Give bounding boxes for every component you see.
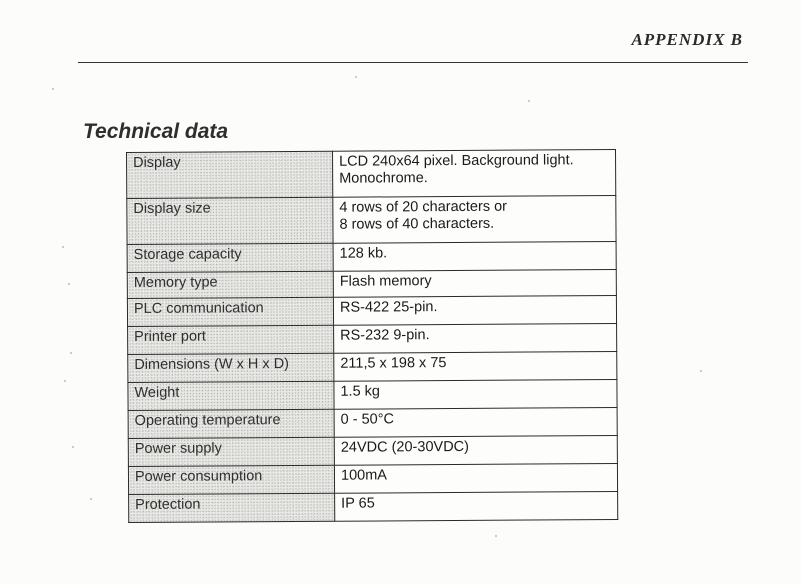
spec-label: Storage capacity (127, 243, 333, 272)
section-heading: Technical data (83, 120, 229, 143)
spec-value (333, 270, 616, 298)
spec-value (333, 242, 616, 272)
scan-speck (72, 446, 74, 448)
spec-value (334, 436, 617, 466)
header-rule (78, 62, 748, 63)
scan-speck (90, 498, 92, 500)
spec-label: Protection (129, 493, 335, 522)
table-row (127, 242, 616, 273)
technical-data-table (126, 149, 618, 523)
spec-label: Operating temperature (128, 409, 334, 438)
spec-label: Display size (127, 197, 333, 244)
spec-value-line: 1.5 kg (340, 383, 381, 400)
spec-value (334, 408, 617, 438)
spec-value-line: 8 rows of 40 characters. (339, 215, 495, 233)
spec-label: Power consumption (128, 465, 334, 494)
spec-value (334, 380, 617, 410)
spec-value-line: IP 65 (341, 495, 375, 512)
scan-speck (495, 535, 497, 537)
spec-label: Memory type (127, 271, 333, 298)
spec-value-line: 4 rows of 20 characters or (339, 198, 508, 216)
table-row (128, 436, 617, 467)
spec-label: Display (127, 151, 333, 198)
table-row (128, 380, 617, 411)
spec-value-line: LCD 240x64 pixel. Background light. (339, 152, 574, 170)
spec-value-line: Flash memory (339, 273, 432, 290)
table-row (127, 196, 616, 245)
spec-value (334, 352, 617, 382)
appendix-title: APPENDIX B (631, 30, 743, 49)
spec-value-line: 211,5 x 198 x 75 (340, 355, 447, 372)
spec-value-line: Monochrome. (339, 170, 428, 187)
spec-value (334, 324, 617, 354)
scan-speck (528, 100, 530, 102)
table-row (128, 464, 617, 495)
spec-value-line: RS-232 9-pin. (340, 327, 430, 344)
spec-value-line: 128 kb. (339, 245, 388, 262)
scan-speck (68, 283, 70, 285)
spec-value-line: 100mA (340, 467, 387, 484)
spec-label: Power supply (128, 437, 334, 466)
spec-value-line: 24VDC (20-30VDC) (340, 438, 469, 456)
table-row (127, 150, 616, 199)
table-row (127, 270, 616, 299)
spec-label: PLC communication (127, 297, 333, 326)
spec-value (335, 492, 618, 522)
spec-label: Dimensions (W x H x D) (128, 353, 334, 382)
table-row (127, 296, 616, 327)
scan-speck (70, 352, 72, 354)
spec-value-line: RS-422 25-pin. (339, 299, 438, 316)
spec-value (333, 196, 616, 244)
scan-speck (62, 246, 64, 248)
scan-speck (52, 88, 54, 90)
table-row (128, 408, 617, 439)
spec-value (333, 296, 616, 326)
table-row (128, 352, 617, 383)
table-row (129, 492, 618, 523)
table-row (128, 324, 617, 355)
scan-speck (700, 370, 702, 372)
scan-speck (64, 380, 66, 382)
spec-value (332, 150, 615, 198)
spec-value-line: 0 - 50°C (340, 411, 395, 428)
spec-label: Weight (128, 381, 334, 410)
scan-speck (355, 76, 357, 78)
technical-data-table-body (127, 150, 618, 523)
spec-value (334, 464, 617, 494)
spec-label: Printer port (128, 325, 334, 354)
